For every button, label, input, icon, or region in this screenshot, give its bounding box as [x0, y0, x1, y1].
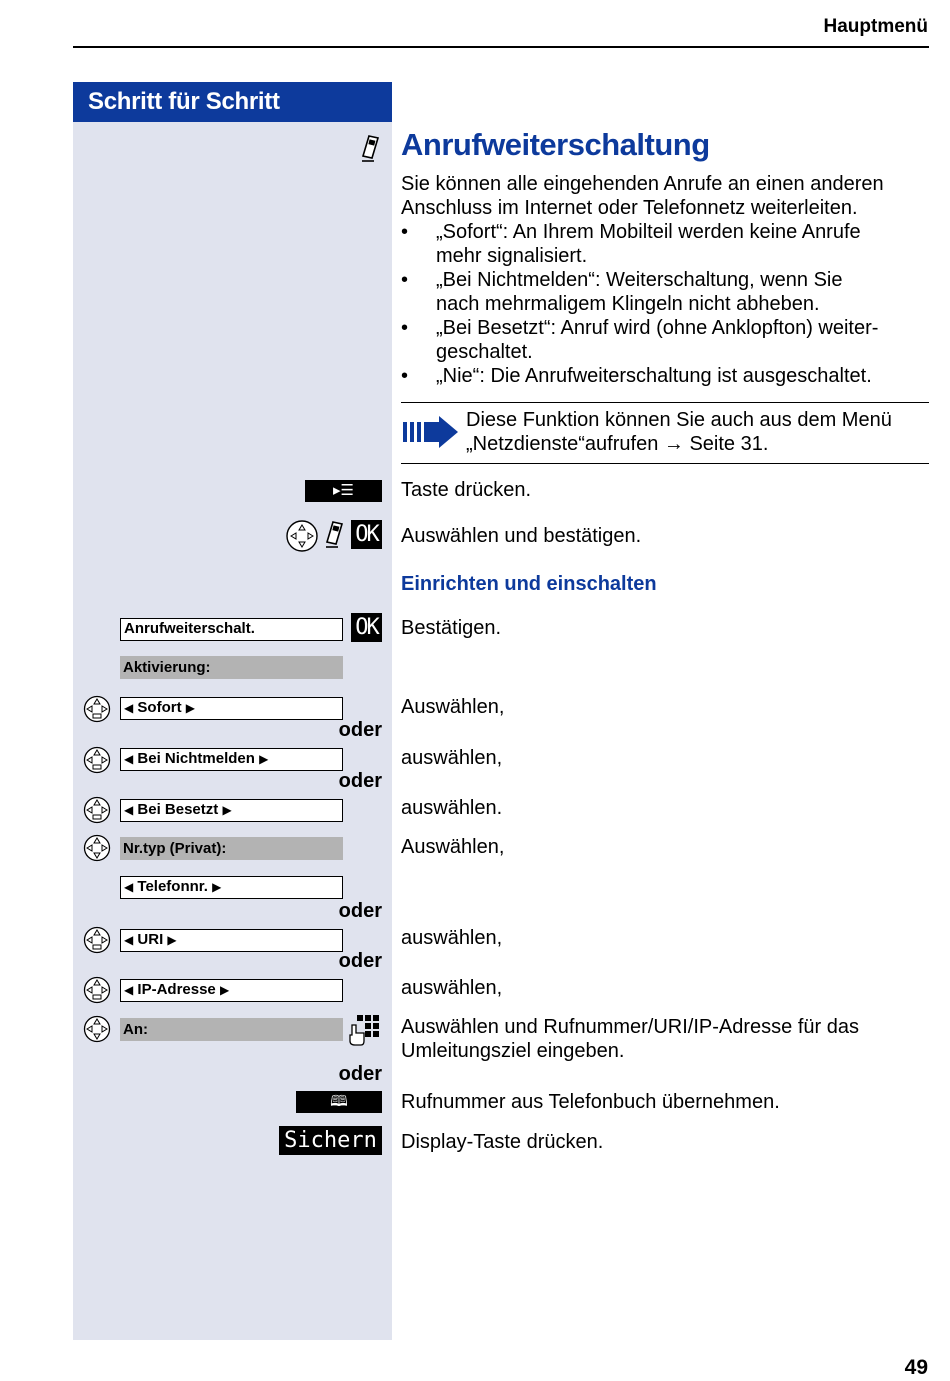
step-text: Auswählen und Rufnummer/URI/IP-Adresse für das: [401, 1016, 859, 1038]
ok-key[interactable]: OK: [351, 613, 382, 642]
nav-key-icon[interactable]: [83, 834, 111, 862]
option-label: Telefonnr.: [137, 878, 208, 895]
step-text: auswählen,: [401, 977, 503, 999]
menu-key[interactable]: ▸☰: [305, 480, 382, 502]
note-rule-top: [401, 402, 929, 403]
step-text: Display-Taste drücken.: [401, 1131, 604, 1153]
intro-line-1: Sie können alle eingehenden Anrufe an einen anderen: [401, 173, 884, 195]
step-text: Bestätigen.: [401, 617, 502, 639]
arrow-right-icon: ▶: [259, 752, 269, 766]
display-option-sofort[interactable]: [120, 697, 343, 720]
display-heading-nrtyp: Nr.typ (Privat):: [120, 837, 343, 860]
display-option-bei-nichtmelden[interactable]: [120, 748, 343, 771]
step-text: Auswählen,: [401, 696, 505, 718]
arrow-left-icon: ◀: [124, 880, 134, 894]
handset-icon: [360, 134, 382, 164]
note-line-1: Diese Funktion können Sie auch aus dem Menü: [466, 409, 892, 431]
oder-label: oder: [338, 770, 382, 792]
phonebook-key[interactable]: 🕮: [296, 1091, 382, 1113]
bullet-line-1: „Bei Nichtmelden“: Weiterschaltung, wenn Sie: [436, 269, 843, 291]
arrow-right-icon: ▶: [222, 803, 232, 817]
sichern-display-key[interactable]: Sichern: [279, 1126, 382, 1155]
note-line-2: „Netzdienste“aufrufen → Seite 31.: [466, 433, 769, 455]
keypad-icon[interactable]: [347, 1013, 381, 1047]
bullet-line-1: „Sofort“: An Ihrem Mobilteil werden keine Anrufe: [436, 221, 861, 243]
handset-icon: [324, 520, 346, 550]
bullet-glyph: •: [401, 269, 409, 291]
option-label: Sofort: [137, 699, 182, 716]
arrow-right-icon: ▶: [185, 701, 195, 715]
bullet-line-2: geschaltet.: [436, 341, 533, 363]
bullet-glyph: •: [401, 365, 409, 387]
bullet-line-1: „Nie“: Die Anrufweiterschaltung ist ausgeschaltet.: [436, 365, 872, 387]
oder-label: oder: [338, 950, 382, 972]
arrow-left-icon: ◀: [124, 803, 134, 817]
nav-key-icon[interactable]: [83, 1015, 111, 1043]
nav-key-icon[interactable]: [83, 695, 111, 723]
step-text: Rufnummer aus Telefonbuch übernehmen.: [401, 1091, 780, 1113]
note-arrow-icon: [403, 416, 459, 448]
bullet-line-2: nach mehrmaligem Klingeln nicht abheben.: [436, 293, 820, 315]
bullet-glyph: •: [401, 317, 409, 339]
bullet-line-2: mehr signalisiert.: [436, 245, 588, 267]
nav-key-icon[interactable]: [83, 976, 111, 1004]
header-rule: [73, 46, 929, 48]
nav-key-icon[interactable]: [83, 746, 111, 774]
arrow-left-icon: ◀: [124, 752, 134, 766]
option-label: URI: [137, 931, 164, 948]
oder-label: oder: [338, 1063, 382, 1085]
display-option-uri[interactable]: [120, 929, 343, 952]
option-label: Bei Besetzt: [137, 801, 219, 818]
nav-key-icon[interactable]: [83, 926, 111, 954]
nav-key-icon[interactable]: [83, 796, 111, 824]
arrow-right-icon: ▶: [219, 983, 230, 997]
display-option-ip-adresse[interactable]: [120, 979, 343, 1002]
option-label: Bei Nichtmelden: [137, 750, 255, 767]
intro-line-2: Anschluss im Internet oder Telefonnetz weiterleiten.: [401, 197, 858, 219]
page-title: Anrufweiterschaltung: [401, 127, 710, 162]
step-text: Umleitungsziel eingeben.: [401, 1040, 625, 1062]
arrow-left-icon: ◀: [124, 701, 134, 715]
oder-label: oder: [338, 900, 382, 922]
display-menu-entry: Anrufweiterschalt.: [120, 618, 343, 641]
note-rule-bottom: [401, 463, 929, 464]
display-heading-an: An:: [120, 1018, 343, 1041]
display-heading-aktivierung: Aktivierung:: [120, 656, 343, 679]
step-text: Taste drücken.: [401, 479, 532, 501]
step-text: auswählen.: [401, 797, 503, 819]
display-option-telefonnr[interactable]: [120, 876, 343, 899]
arrow-right-icon: ▶: [212, 880, 222, 894]
arrow-right-icon: ▶: [167, 933, 177, 947]
step-text: Auswählen,: [401, 836, 505, 858]
nav-key-icon[interactable]: [286, 520, 318, 552]
step-text: auswählen,: [401, 747, 503, 769]
running-header: Hauptmenü: [823, 16, 928, 37]
bullet-line-1: „Bei Besetzt“: Anruf wird (ohne Anklopfton) weiter-: [436, 317, 879, 339]
bullet-glyph: •: [401, 221, 409, 243]
arrow-left-icon: ◀: [124, 983, 134, 997]
step-text: auswählen,: [401, 927, 503, 949]
option-label: IP-Adresse: [137, 981, 216, 998]
sidebar-heading: Schritt für Schritt: [73, 82, 392, 122]
ok-key[interactable]: OK: [351, 520, 382, 549]
arrow-left-icon: ◀: [124, 933, 134, 947]
section-subheading: Einrichten und einschalten: [401, 573, 657, 595]
display-option-bei-besetzt[interactable]: [120, 799, 343, 822]
step-text: Auswählen und bestätigen.: [401, 525, 642, 547]
oder-label: oder: [338, 719, 382, 741]
page-number: 49: [904, 1356, 928, 1379]
